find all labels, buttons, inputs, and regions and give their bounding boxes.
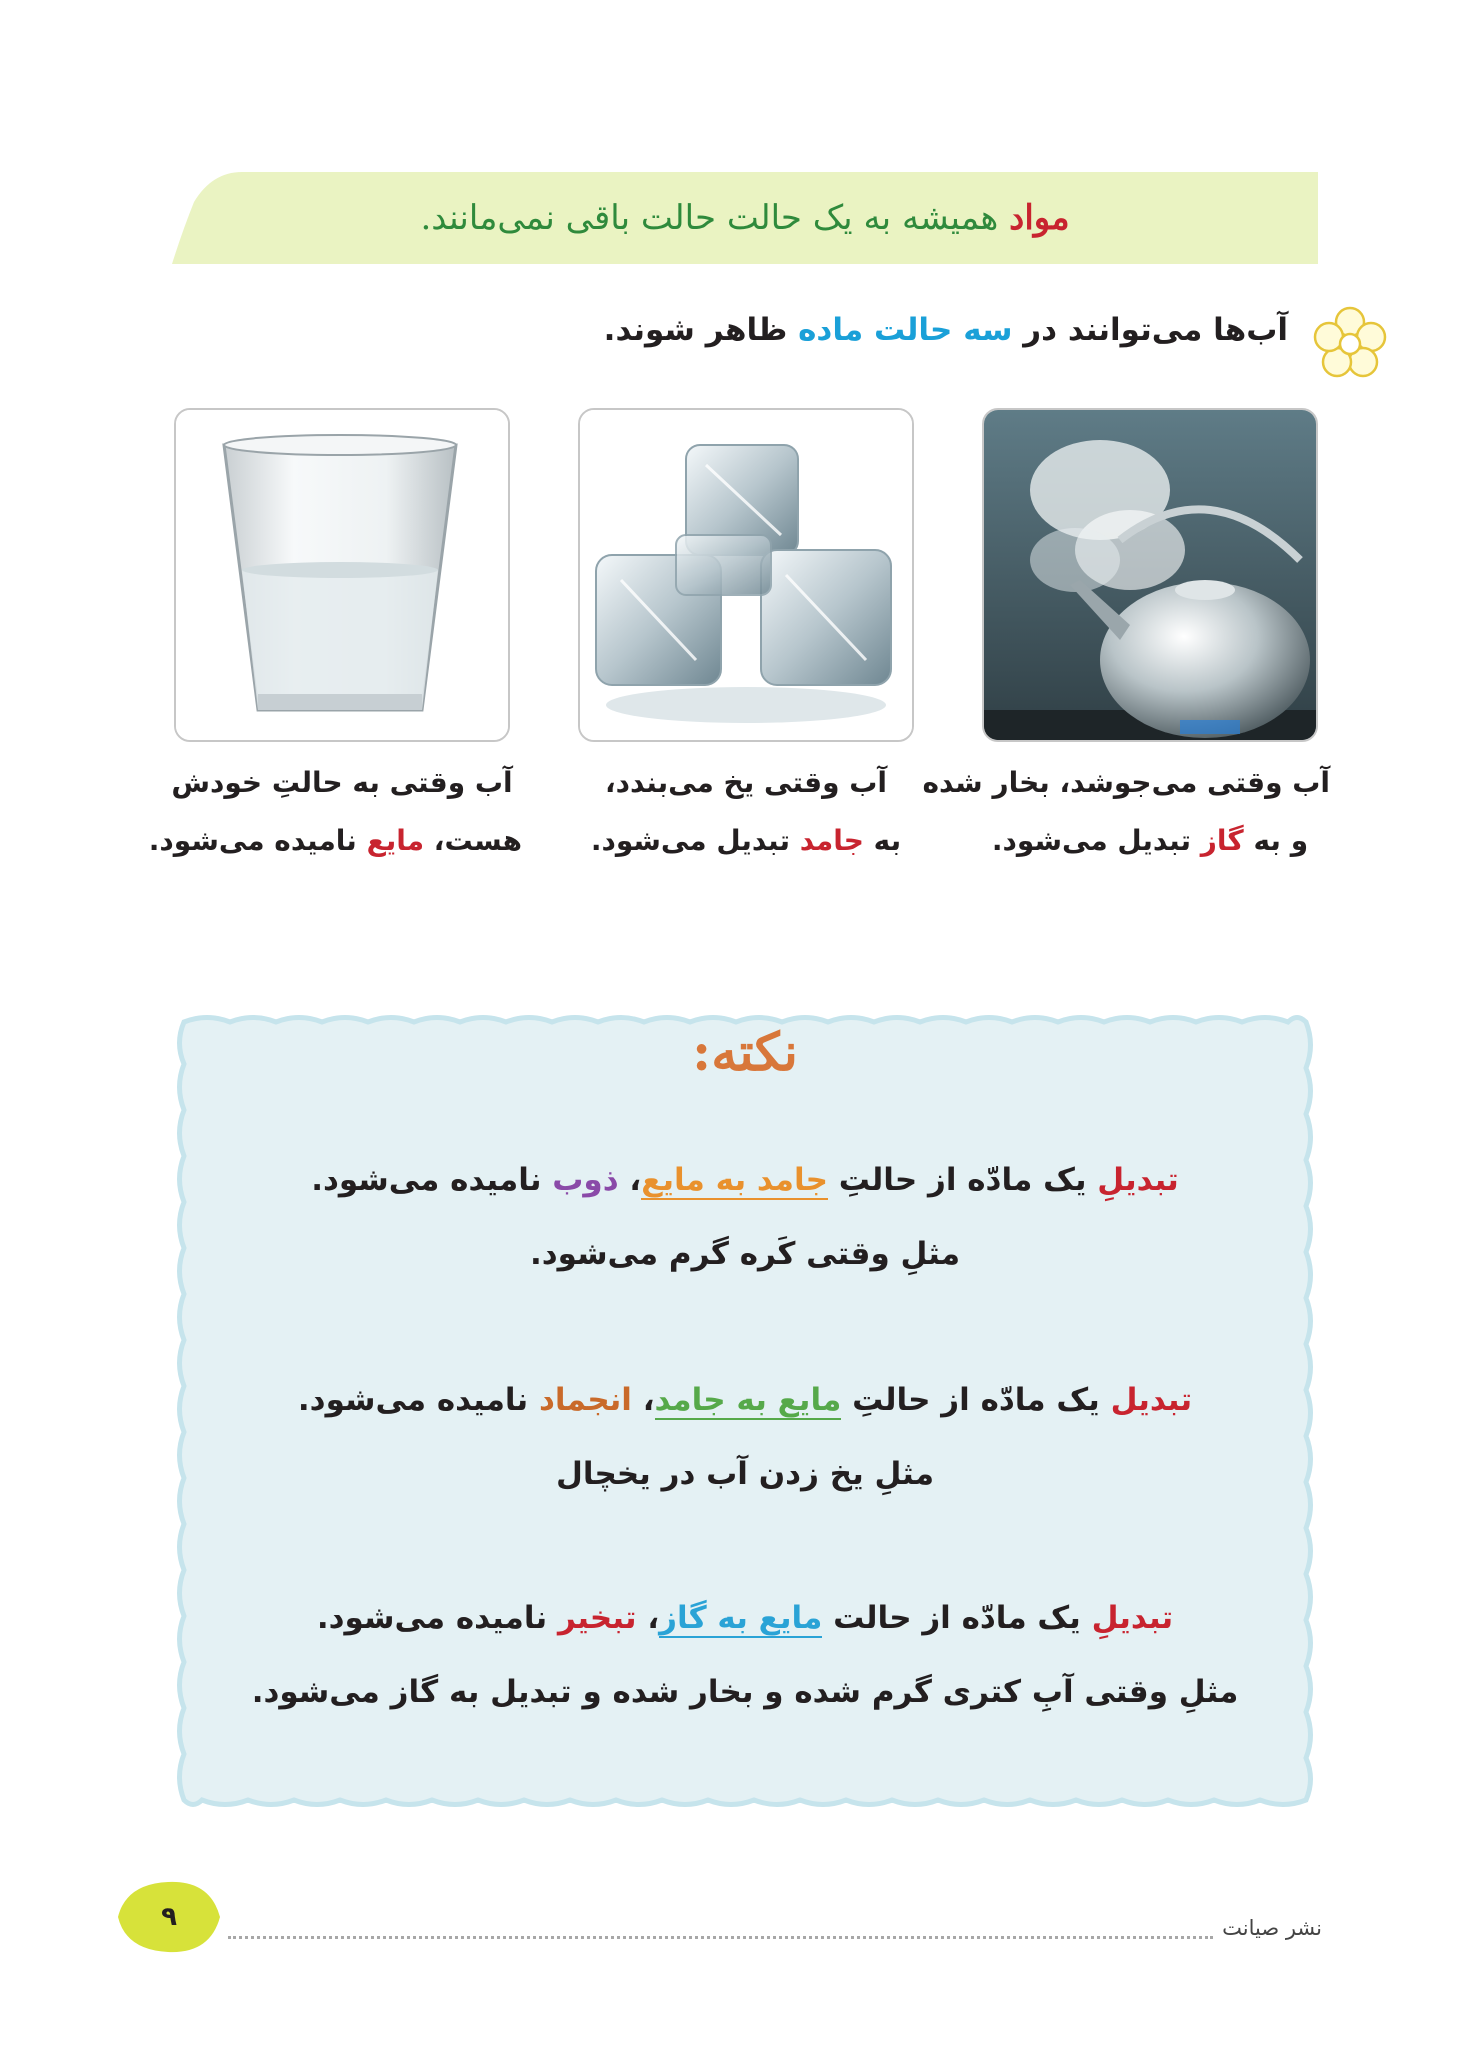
intro-text: آب‌ها می‌توانند در سه حالت ماده ظاهر شوند. xyxy=(603,312,1288,348)
ice-caption xyxy=(566,754,926,870)
kettle-caption xyxy=(922,754,1330,870)
note-rule-freezing: تبدیل یک مادّه از حالتِ مایع به جامد، انجماد نامیده می‌شود. xyxy=(297,1382,1193,1418)
publisher-name: نشر صیانت xyxy=(1222,1916,1322,1940)
ice-card xyxy=(578,408,914,742)
note-example-freezing: مثلِ یخ زدن آب در یخچال xyxy=(555,1456,935,1492)
water-glass-image xyxy=(174,410,508,742)
banner-heading: مواد همیشه به یک حالت حالت باقی نمی‌مانند. xyxy=(420,198,1070,238)
glass-card xyxy=(174,408,510,742)
caption-line: آب وقتی می‌جوشد، بخار شده xyxy=(922,766,1330,799)
caption-line: هست، مایع نامیده می‌شود. xyxy=(148,824,522,857)
caption-line: و به گاز تبدیل می‌شود. xyxy=(991,824,1309,857)
glass-caption xyxy=(148,754,522,870)
kettle-card xyxy=(982,408,1318,742)
caption-line: آب وقتی به حالتِ خودش xyxy=(171,766,513,799)
flower-icon xyxy=(1312,306,1388,382)
caption-line: به جامد تبدیل می‌شود. xyxy=(590,824,902,857)
note-title: نکته: xyxy=(692,1022,798,1083)
footer-dotted-line xyxy=(228,1936,1213,1939)
note-rule-evaporation: تبدیلِ یک مادّه از حالت مایع به گاز، تبخیر نامیده می‌شود. xyxy=(316,1600,1174,1636)
title-banner xyxy=(172,172,1318,264)
kettle-image xyxy=(982,410,1316,742)
page-number: ۹ xyxy=(161,1902,177,1932)
note-box xyxy=(172,1010,1318,1812)
caption-line: آب وقتی یخ می‌بندد، xyxy=(605,766,887,799)
ice-cubes-image xyxy=(578,410,912,742)
note-example-evaporation: مثلِ وقتی آبِ کتری گرم شده و بخار شده و تبدیل به گاز می‌شود. xyxy=(251,1674,1239,1710)
intro-line xyxy=(488,300,1388,380)
note-rule-melting: تبدیلِ یک مادّه از حالتِ جامد به مایع، ذوب نامیده می‌شود. xyxy=(311,1162,1179,1198)
note-example-melting: مثلِ وقتی کَره گرم می‌شود. xyxy=(529,1236,961,1272)
